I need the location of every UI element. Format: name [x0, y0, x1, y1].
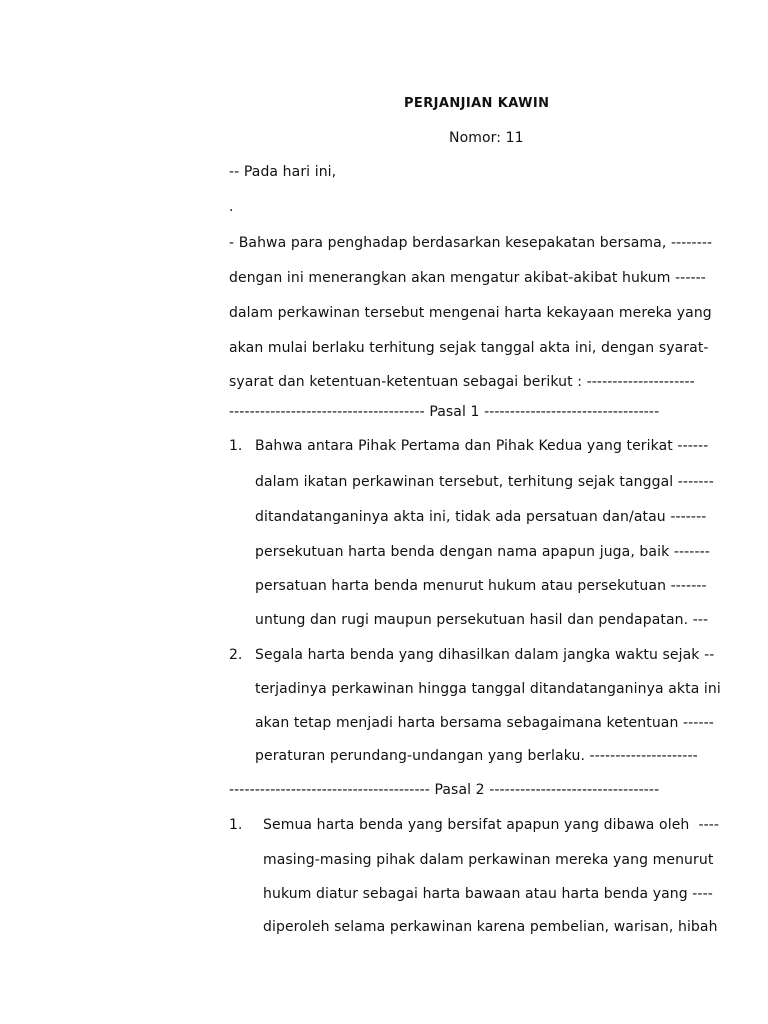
document-number: Nomor: 11 — [449, 130, 524, 146]
pasal-1-item-line: akan tetap menjadi harta bersama sebagaimana ketentuan ------ — [255, 715, 714, 731]
preamble-line: dalam perkawinan tersebut mengenai harta kekayaan mereka yang — [229, 305, 712, 321]
preamble-line: dengan ini menerangkan akan mengatur akibat-akibat hukum ------ — [229, 270, 706, 286]
preamble-line: - Bahwa para penghadap berdasarkan kesepakatan bersama, -------- — [229, 235, 713, 251]
pasal-1-item-line: dalam ikatan perkawinan tersebut, terhitung sejak tanggal ------- — [255, 474, 714, 490]
pasal-1-item-line: Segala harta benda yang dihasilkan dalam jangka waktu sejak -- — [255, 647, 715, 663]
intro-line: -- Pada hari ini, — [229, 164, 337, 180]
pasal-1-item-line: persekutuan harta benda dengan nama apapun juga, baik ------- — [255, 544, 710, 560]
pasal-1-item-line: ditandatanganinya akta ini, tidak ada persatuan dan/atau ------- — [255, 509, 707, 525]
pasal-2-item-line: diperoleh selama perkawinan karena pembelian, warisan, hibah — [263, 919, 718, 935]
pasal-1-item-line: persatuan harta benda menurut hukum atau persekutuan ------- — [255, 578, 707, 594]
preamble-line: akan mulai berlaku terhitung sejak tanggal akta ini, dengan syarat- — [229, 340, 709, 356]
intro-line: . — [229, 199, 234, 215]
pasal-1-heading: -------------------------------------- Pasal 1 ---------------------------------- — [229, 404, 660, 420]
pasal-2-item-line: Semua harta benda yang bersifat apapun yang dibawa oleh ---- — [263, 817, 720, 833]
pasal-1-item-line: terjadinya perkawinan hingga tanggal ditandatanganinya akta ini — [255, 681, 721, 697]
preamble-line: syarat dan ketentuan-ketentuan sebagai berikut : --------------------- — [229, 374, 695, 390]
pasal-1-item-line: peraturan perundang-undangan yang berlaku. --------------------- — [255, 748, 698, 764]
document-title: PERJANJIAN KAWIN — [404, 96, 550, 111]
pasal-2-item-number: 1. — [229, 817, 243, 833]
pasal-1-item-line: Bahwa antara Pihak Pertama dan Pihak Kedua yang terikat ------ — [255, 438, 709, 454]
pasal-1-item-number: 1. — [229, 438, 243, 454]
pasal-2-item-line: masing-masing pihak dalam perkawinan mereka yang menurut — [263, 852, 714, 868]
pasal-2-item-line: hukum diatur sebagai harta bawaan atau harta benda yang ---- — [263, 886, 713, 902]
pasal-1-item-line: untung dan rugi maupun persekutuan hasil dan pendapatan. --- — [255, 612, 709, 628]
pasal-2-heading: --------------------------------------- Pasal 2 --------------------------------- — [229, 782, 660, 798]
pasal-1-item-number: 2. — [229, 647, 243, 663]
